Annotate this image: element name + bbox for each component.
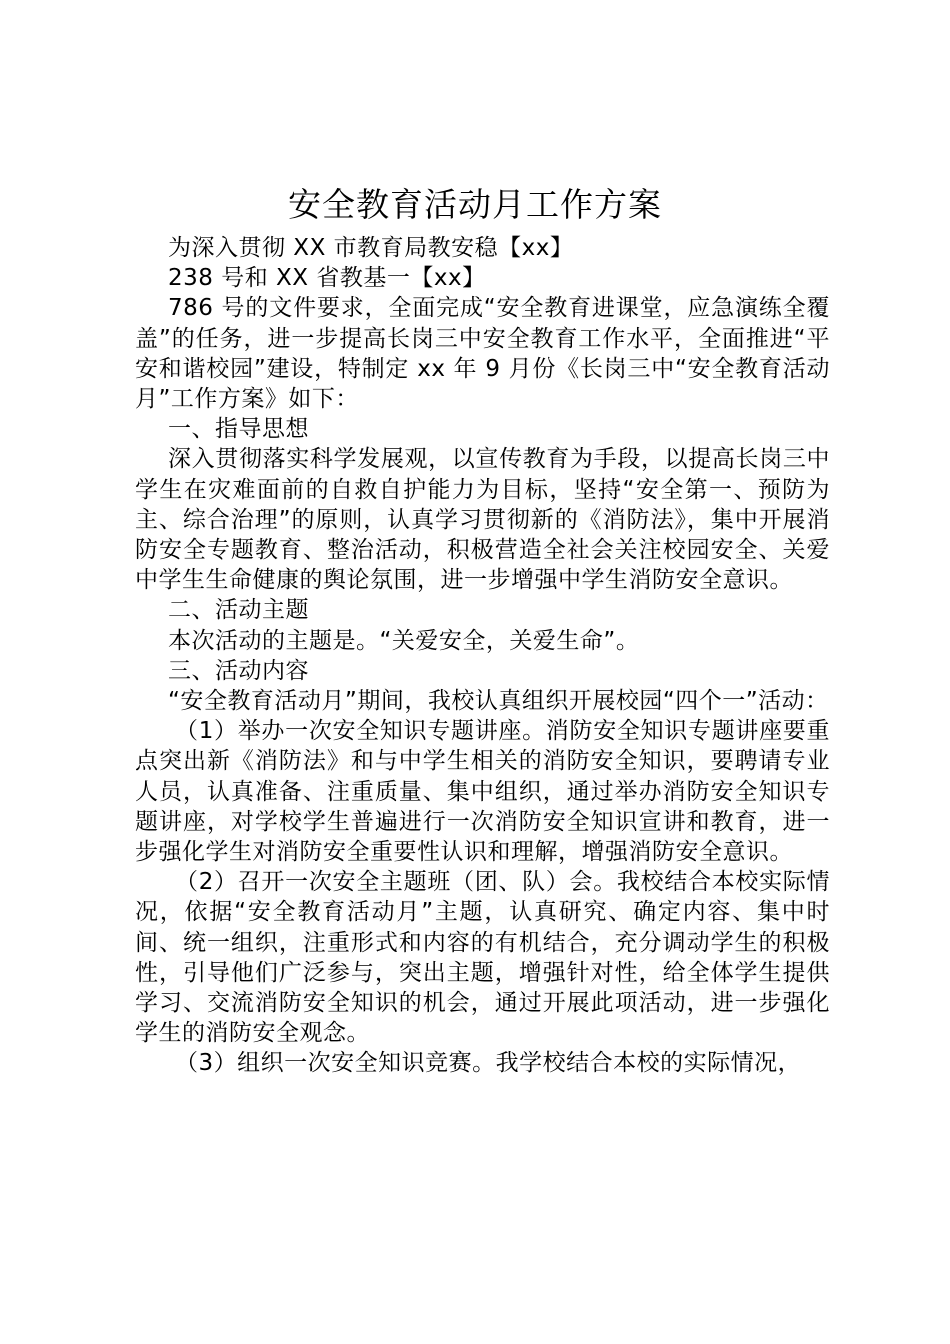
paragraph-activity-content-intro: “安全教育活动月”期间，我校认真组织开展校园“四个一”活动： <box>168 688 829 715</box>
paragraph-guiding-ideology: 深入贯彻落实科学发展观，以宣传教育为手段，以提高长岗三中学生在灾难面前的自救自护能力为目标，坚持“安全第一、预防为主、综合治理”的原则，认真学习贯彻新的《消防法》，集中开展消防安全专题教育、整治活动，积极营造全社会关注校园安全、关爱中学生生命健康的舆论氛围，进一步增强中学生消防安全意识。 <box>135 446 830 594</box>
document-body <box>135 233 830 1079</box>
paragraph-intro-1: 为深入贯彻 XX 市教育局教安稳【xx】 <box>168 235 574 261</box>
paragraph-item-3: （3）组织一次安全知识竞赛。我学校结合本校的实际情况， <box>175 1050 802 1077</box>
paragraph-activity-theme: 本次活动的主题是。“关爱安全，关爱生命”。 <box>168 627 640 654</box>
paragraph-intro-2: 238 号和 XX 省教基一【xx】 <box>168 265 486 292</box>
section-heading-guiding-ideology: 一、指导思想 <box>168 416 309 443</box>
paragraph-item-2: （2）召开一次安全主题班（团、队）会。我校结合本校实际情况，依据“安全教育活动月”主题，认真研究、确定内容、集中时间、统一组织，注重形式和内容的有机结合，充分调动学生的积极性，引导他们广泛参与，突出主题，增强针对性，给全体学生提供学习、交流消防安全知识的机会，通过开展此项活动，进一步强化学生的消防安全观念。 <box>135 869 830 1047</box>
section-heading-activity-theme: 二、活动主题 <box>168 597 309 624</box>
document-title: 安全教育活动月工作方案 <box>288 185 662 224</box>
section-heading-activity-content: 三、活动内容 <box>168 657 309 684</box>
paragraph-item-1: （1）举办一次安全知识专题讲座。消防安全知识专题讲座要重点突出新《消防法》和与中学生相关的消防安全知识，要聘请专业人员，认真准备、注重质量、集中组织，通过举办消防安全知识专题讲座，对学校学生普遍进行一次消防安全知识宣讲和教育，进一步强化学生对消防安全重要性认识和理解，增强消防安全意识。 <box>135 718 830 866</box>
paragraph-intro-3: 786 号的文件要求，全面完成“安全教育进课堂，应急演练全覆盖”的任务，进一步提高长岗三中安全教育工作水平，全面推进“平安和谐校园”建设，特制定 xx 年 9 月份《长岗三中“安全教育活动月”工作方案》如下： <box>135 295 830 413</box>
